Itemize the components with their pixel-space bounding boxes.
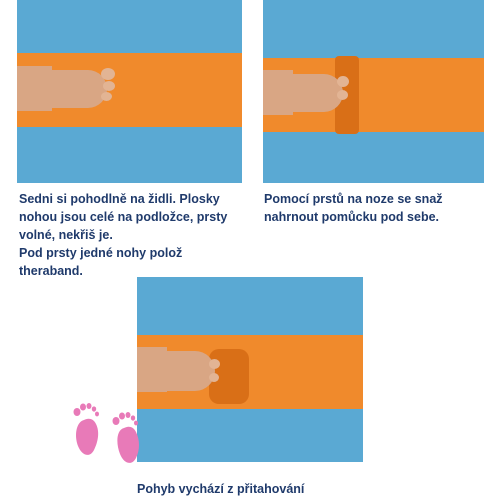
caption-line: Sedni si pohodlně na židli. Plosky <box>19 192 220 206</box>
caption-line: Pohyb vychází z přitahování <box>137 482 305 496</box>
step-3-caption <box>137 480 397 498</box>
foot <box>137 351 215 391</box>
toe <box>337 90 348 100</box>
foot <box>263 74 343 112</box>
photo-step-1 <box>17 0 242 183</box>
toe <box>209 359 220 369</box>
footprints-icon <box>70 398 152 472</box>
toe <box>337 76 349 87</box>
foot <box>17 70 107 108</box>
step-1-caption <box>19 190 259 280</box>
caption-line: Pod prsty jedné nohy polož <box>19 246 183 260</box>
photo-step-2 <box>263 0 484 183</box>
step-2-caption <box>264 190 494 226</box>
toe <box>103 81 115 91</box>
caption-line: nahrnout pomůcku pod sebe. <box>264 210 440 224</box>
toe <box>101 92 112 101</box>
toe <box>209 373 219 382</box>
caption-line: Pomocí prstů na noze se snaž <box>264 192 443 206</box>
caption-line: theraband. <box>19 264 83 278</box>
caption-line: nohou jsou celé na podložce, prsty <box>19 210 228 224</box>
caption-line: volné, nekřiš je. <box>19 228 113 242</box>
toe <box>101 68 115 80</box>
photo-step-3 <box>137 277 363 462</box>
